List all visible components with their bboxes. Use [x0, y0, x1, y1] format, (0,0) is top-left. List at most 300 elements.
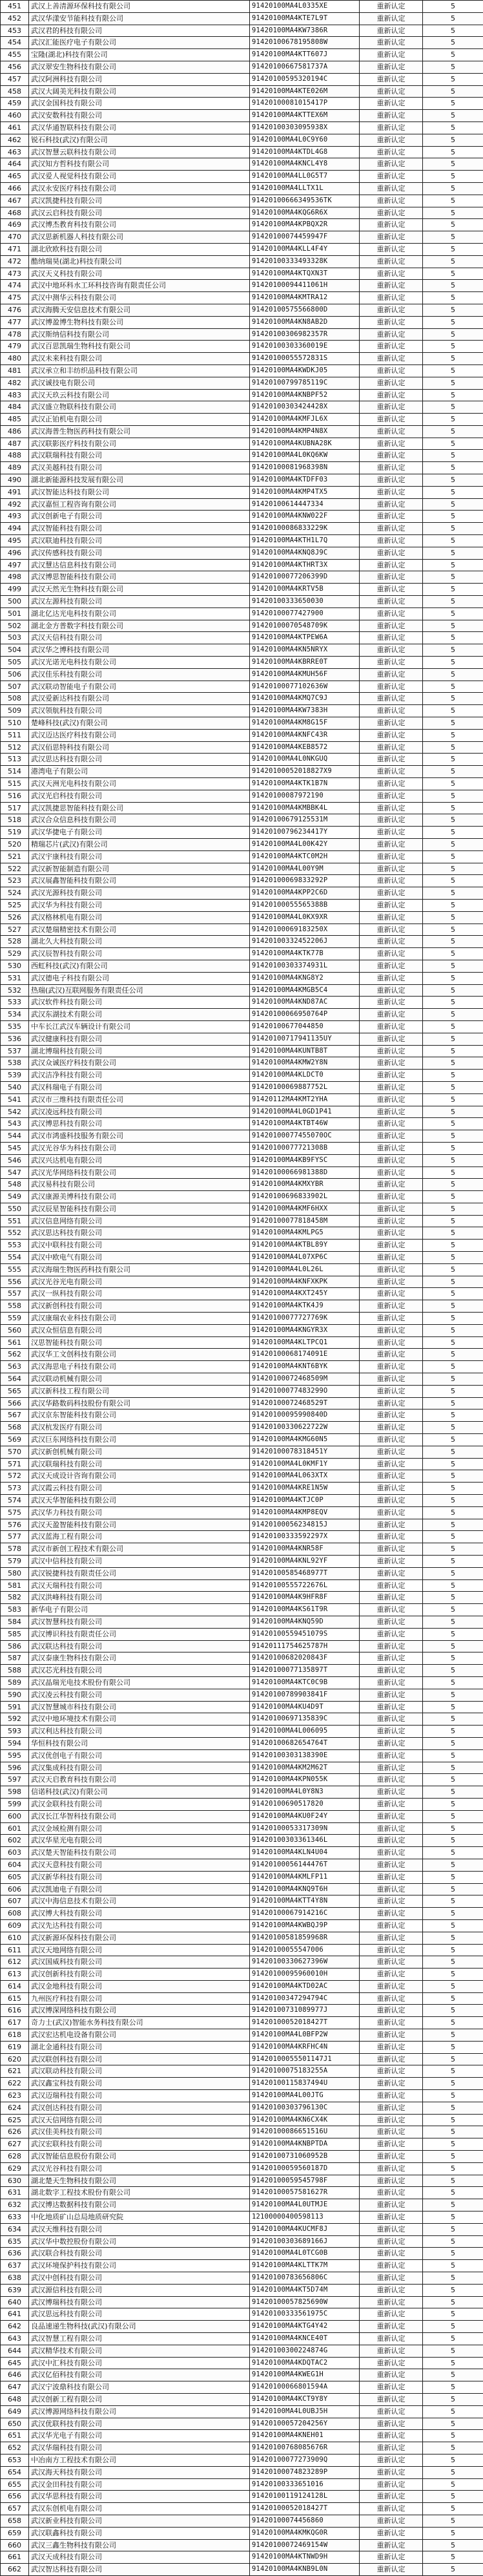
level-cell: 5 — [423, 1081, 483, 1093]
row-number-cell: 648 — [1, 2393, 29, 2405]
company-name-cell: 武汉天成设计咨询有限公司 — [29, 1470, 250, 1483]
credit-code-cell: 91420100MA4KMFJL6X — [250, 414, 360, 426]
credit-code-cell: 91420100MA4KMG60N5 — [250, 1434, 360, 1446]
cert-type-cell: 重新认定 — [360, 292, 423, 304]
company-name-cell: 武汉宁波鼎科技有限公司 — [29, 2381, 250, 2394]
table-row — [1, 1385, 483, 1397]
row-number-cell: 558 — [1, 1300, 29, 1313]
credit-code-cell: 91420100MA4KTD02AC — [250, 1980, 360, 1992]
credit-code-cell: 91420100MA4L0BFP2W — [250, 2029, 360, 2042]
credit-code-cell: 91420100MA4KTK4J9 — [250, 1300, 360, 1313]
company-name-cell: 武汉佰思特科技有限公司 — [29, 741, 250, 754]
company-name-cell: 武汉天信网络有限公司 — [29, 2114, 250, 2126]
level-cell: 5 — [423, 972, 483, 984]
company-name-cell: 武汉信息网络有限公司 — [29, 1215, 250, 1227]
level-cell: 5 — [423, 2515, 483, 2527]
company-name-cell: 武汉先达科技有限公司 — [29, 1919, 250, 1932]
credit-code-cell: 91420100MA4KUCMF8J — [250, 2223, 360, 2235]
row-number-cell: 535 — [1, 1020, 29, 1033]
cert-type-cell: 重新认定 — [360, 1556, 423, 1568]
level-cell: 5 — [423, 1434, 483, 1446]
cert-type-cell: 重新认定 — [360, 1252, 423, 1264]
company-name-cell: 武汉泰康生物科技有限公司 — [29, 1652, 250, 1665]
level-cell: 5 — [423, 171, 483, 183]
table-row — [1, 1361, 483, 1373]
company-name-cell: 武汉华通智联科技有限公司 — [29, 121, 250, 134]
level-cell: 5 — [423, 1397, 483, 1409]
table-row — [1, 1288, 483, 1300]
level-cell: 5 — [423, 316, 483, 328]
company-name-cell: 武汉天意科技有限公司 — [29, 1859, 250, 1871]
row-number-cell: 598 — [1, 1786, 29, 1799]
level-cell: 5 — [423, 1118, 483, 1130]
level-cell: 5 — [423, 899, 483, 911]
table-row — [1, 1592, 483, 1604]
credit-code-cell: 91420100MA4KNQ9T6H — [250, 1883, 360, 1895]
level-cell: 5 — [423, 1883, 483, 1895]
cert-type-cell: 重新认定 — [360, 2491, 423, 2503]
company-name-cell: 武汉光谷科技有限公司 — [29, 2162, 250, 2175]
company-name-cell: 武汉中海信息技术有限公司 — [29, 1895, 250, 1908]
table-row — [1, 2527, 483, 2539]
level-cell: 5 — [423, 1093, 483, 1106]
table-row — [1, 729, 483, 741]
cert-type-cell: 重新认定 — [360, 2503, 423, 2515]
row-number-cell: 621 — [1, 2065, 29, 2078]
credit-code-cell: 91420100MA4KLDCT0 — [250, 1070, 360, 1082]
table-row — [1, 887, 483, 900]
cert-type-cell: 重新认定 — [360, 1579, 423, 1592]
cert-type-cell: 重新认定 — [360, 2564, 423, 2576]
cert-type-cell: 重新认定 — [360, 729, 423, 741]
company-name-cell: 武汉智慧科技有限公司 — [29, 1616, 250, 1628]
row-number-cell: 503 — [1, 632, 29, 644]
row-number-cell: 455 — [1, 49, 29, 61]
row-number-cell: 529 — [1, 948, 29, 960]
row-number-cell: 496 — [1, 547, 29, 559]
cert-type-cell: 重新认定 — [360, 1336, 423, 1349]
table-row — [1, 1434, 483, 1446]
level-cell: 5 — [423, 2357, 483, 2369]
company-name-cell: 武汉展鑫智能科技有限公司 — [29, 875, 250, 887]
credit-code-cell: 91420100MA4KNCL4Y8 — [250, 158, 360, 171]
level-cell: 5 — [423, 2187, 483, 2199]
row-number-cell: 507 — [1, 681, 29, 693]
credit-code-cell: 91420100086833229K — [250, 523, 360, 535]
credit-code-cell: 91420100731089977J — [250, 2005, 360, 2017]
cert-type-cell: 重新认定 — [360, 997, 423, 1009]
row-number-cell: 623 — [1, 2090, 29, 2102]
table-row — [1, 1652, 483, 1665]
level-cell: 5 — [423, 1263, 483, 1276]
row-number-cell: 465 — [1, 171, 29, 183]
row-number-cell: 625 — [1, 2114, 29, 2126]
row-number-cell: 563 — [1, 1361, 29, 1373]
credit-code-cell: 91420100MA4KWEG1H — [250, 2369, 360, 2381]
cert-type-cell: 重新认定 — [360, 2296, 423, 2308]
company-name-cell: 武汉中创科技有限公司 — [29, 2272, 250, 2285]
table-row — [1, 1313, 483, 1325]
company-name-cell: 武汉新创科技有限公司 — [29, 1300, 250, 1313]
table-row — [1, 219, 483, 231]
company-name-cell: 武汉翠安生物科技有限公司 — [29, 61, 250, 73]
credit-code-cell: 91420100MA4KU4D9T — [250, 1701, 360, 1713]
cert-type-cell: 重新认定 — [360, 25, 423, 37]
level-cell: 5 — [423, 1689, 483, 1701]
company-name-cell: 武汉洁净科技有限公司 — [29, 1070, 250, 1082]
row-number-cell: 606 — [1, 1883, 29, 1895]
table-row — [1, 1057, 483, 1070]
level-cell: 5 — [423, 2369, 483, 2381]
cert-type-cell: 重新认定 — [360, 1142, 423, 1154]
table-row — [1, 2078, 483, 2090]
company-name-cell: 宝隆(湖北)科技有限公司 — [29, 49, 250, 61]
cert-type-cell: 重新认定 — [360, 632, 423, 644]
credit-code-cell: 91420100MA4KPN055K — [250, 1774, 360, 1786]
company-name-cell: 武汉海瑞生物医药科技有限公司 — [29, 1263, 250, 1276]
table-row — [1, 827, 483, 839]
row-number-cell: 468 — [1, 207, 29, 219]
cert-type-cell: 重新认定 — [360, 73, 423, 85]
row-number-cell: 502 — [1, 620, 29, 632]
cert-type-cell: 重新认定 — [360, 766, 423, 778]
credit-code-cell: 91420100MA4L0NKGUQ — [250, 754, 360, 766]
table-row — [1, 2175, 483, 2187]
row-number-cell: 516 — [1, 790, 29, 802]
level-cell: 5 — [423, 766, 483, 778]
cert-type-cell: 重新认定 — [360, 1045, 423, 1057]
row-number-cell: 460 — [1, 110, 29, 122]
level-cell: 5 — [423, 1640, 483, 1652]
credit-code-cell: 91420100MA4L00K42Y — [250, 838, 360, 850]
level-cell: 5 — [423, 1033, 483, 1045]
credit-code-cell: 91420100303374931L — [250, 960, 360, 972]
level-cell: 5 — [423, 2345, 483, 2357]
cert-type-cell: 重新认定 — [360, 498, 423, 511]
cert-type-cell: 重新认定 — [360, 2114, 423, 2126]
cert-type-cell: 重新认定 — [360, 911, 423, 924]
company-name-cell: 武汉健康科技有限公司 — [29, 1033, 250, 1045]
cert-type-cell: 重新认定 — [360, 1980, 423, 1992]
table-row — [1, 12, 483, 25]
level-cell: 5 — [423, 681, 483, 693]
cert-type-cell: 重新认定 — [360, 2248, 423, 2260]
credit-code-cell: 91420100MA4KNL92YF — [250, 1556, 360, 1568]
company-name-cell: 九州医疗科技有限公司 — [29, 1992, 250, 2005]
company-name-cell: 武汉金地科技有限公司 — [29, 1980, 250, 1992]
table-row — [1, 1822, 483, 1835]
level-cell: 5 — [423, 2491, 483, 2503]
credit-code-cell: 91420100MA4KMUH56F — [250, 668, 360, 681]
row-number-cell: 632 — [1, 2199, 29, 2212]
table-row — [1, 632, 483, 644]
credit-code-cell: 91420100MA4KT5D74M — [250, 2284, 360, 2296]
level-cell: 5 — [423, 1009, 483, 1021]
level-cell: 5 — [423, 401, 483, 414]
row-number-cell: 511 — [1, 729, 29, 741]
table-row — [1, 2430, 483, 2442]
company-name-cell: 武汉博瑞科技有限公司 — [29, 2296, 250, 2308]
cert-type-cell: 重新认定 — [360, 2138, 423, 2151]
level-cell: 5 — [423, 1519, 483, 1531]
row-number-cell: 482 — [1, 377, 29, 389]
row-number-cell: 584 — [1, 1616, 29, 1628]
cert-type-cell: 重新认定 — [360, 414, 423, 426]
row-number-cell: 560 — [1, 1324, 29, 1336]
company-name-cell: 武汉联合科技有限公司 — [29, 2248, 250, 2260]
company-name-cell: 武汉洪峰科技有限公司 — [29, 1592, 250, 1604]
row-number-cell: 461 — [1, 121, 29, 134]
company-name-cell: 武汉盛立物联科技有限公司 — [29, 401, 250, 414]
credit-code-cell: 91420100MA4KTDFF03 — [250, 474, 360, 487]
credit-code-cell: 91420100069887752L — [250, 1081, 360, 1093]
company-name-cell: 武汉天成科技有限公司 — [29, 2551, 250, 2564]
table-row — [1, 316, 483, 328]
table-row — [1, 1397, 483, 1409]
cert-type-cell: 重新认定 — [360, 2029, 423, 2042]
row-number-cell: 622 — [1, 2078, 29, 2090]
table-row — [1, 1701, 483, 1713]
credit-code-cell: 91420100066981388D — [250, 1167, 360, 1179]
table-row — [1, 1556, 483, 1568]
row-number-cell: 571 — [1, 1458, 29, 1470]
table-row — [1, 1495, 483, 1507]
table-row — [1, 863, 483, 875]
company-name-cell: 武汉源信科技有限公司 — [29, 2284, 250, 2296]
row-number-cell: 580 — [1, 1567, 29, 1579]
row-number-cell: 457 — [1, 73, 29, 85]
table-row — [1, 2478, 483, 2491]
row-number-cell: 661 — [1, 2551, 29, 2564]
company-name-cell: 武汉海天科技有限公司 — [29, 2466, 250, 2478]
company-name-cell: 武汉东湖技术有限公司 — [29, 1009, 250, 1021]
company-name-cell: 武汉思远科技有限公司 — [29, 2308, 250, 2321]
credit-code-cell: 91420100MA4KNR58F — [250, 1543, 360, 1556]
company-name-cell: 武汉华之博科技有限公司 — [29, 644, 250, 657]
level-cell: 5 — [423, 1567, 483, 1579]
company-name-cell: 武汉联动科技有限公司 — [29, 2065, 250, 2078]
table-row — [1, 121, 483, 134]
level-cell: 5 — [423, 960, 483, 972]
row-number-cell: 643 — [1, 2333, 29, 2345]
row-number-cell: 505 — [1, 657, 29, 669]
table-row — [1, 1774, 483, 1786]
level-cell: 5 — [423, 1191, 483, 1203]
company-name-cell: 武汉爱人视觉科技有限公司 — [29, 171, 250, 183]
row-number-cell: 472 — [1, 255, 29, 268]
row-number-cell: 652 — [1, 2442, 29, 2455]
row-number-cell: 548 — [1, 1179, 29, 1191]
cert-type-cell: 重新认定 — [360, 1726, 423, 1738]
table-row — [1, 25, 483, 37]
company-name-cell: 武汉博识科技有限责任公司 — [29, 1628, 250, 1640]
company-name-cell: 汉思智能科技有限公司 — [29, 1336, 250, 1349]
row-number-cell: 473 — [1, 268, 29, 280]
row-number-cell: 631 — [1, 2187, 29, 2199]
table-row — [1, 571, 483, 584]
table-row — [1, 668, 483, 681]
cert-type-cell: 重新认定 — [360, 2041, 423, 2053]
table-row — [1, 61, 483, 73]
row-number-cell: 515 — [1, 778, 29, 790]
table-row — [1, 766, 483, 778]
cert-type-cell: 重新认定 — [360, 584, 423, 596]
level-cell: 5 — [423, 414, 483, 426]
row-number-cell: 574 — [1, 1495, 29, 1507]
table-row — [1, 960, 483, 972]
credit-code-cell: 91420100MA4KND87AC — [250, 997, 360, 1009]
cert-type-cell: 重新认定 — [360, 1009, 423, 1021]
credit-code-cell: 91420100MA4KMLFP11 — [250, 1871, 360, 1883]
cert-type-cell: 重新认定 — [360, 2418, 423, 2430]
table-row — [1, 1567, 483, 1579]
company-name-cell: 武汉中信科技有限公司 — [29, 1556, 250, 1568]
row-number-cell: 540 — [1, 1081, 29, 1093]
table-row — [1, 1749, 483, 1762]
table-row — [1, 936, 483, 948]
company-name-cell: 武汉慧达信息科技有限公司 — [29, 559, 250, 571]
cert-type-cell: 重新认定 — [360, 1713, 423, 1726]
table-row — [1, 1458, 483, 1470]
credit-code-cell: 91420100072469154W — [250, 2539, 360, 2551]
credit-code-cell: 91420100303796130C — [250, 2102, 360, 2114]
cert-type-cell: 重新认定 — [360, 2551, 423, 2564]
level-cell: 5 — [423, 1227, 483, 1240]
company-name-cell: 信诺科技(武汉)有限公司 — [29, 1786, 250, 1799]
cert-type-cell: 重新认定 — [360, 1665, 423, 1677]
cert-type-cell: 重新认定 — [360, 717, 423, 730]
level-cell: 5 — [423, 984, 483, 997]
row-number-cell: 523 — [1, 875, 29, 887]
cert-type-cell: 重新认定 — [360, 1859, 423, 1871]
level-cell: 5 — [423, 850, 483, 863]
level-cell: 5 — [423, 1142, 483, 1154]
cert-type-cell: 重新认定 — [360, 280, 423, 292]
credit-code-cell: 91420100055572831S — [250, 353, 360, 365]
row-number-cell: 499 — [1, 584, 29, 596]
row-number-cell: 607 — [1, 1895, 29, 1908]
table-row — [1, 2539, 483, 2551]
row-number-cell: 477 — [1, 316, 29, 328]
row-number-cell: 532 — [1, 984, 29, 997]
company-name-cell: 武汉新智能制造有限公司 — [29, 863, 250, 875]
company-name-cell: 武汉承立和丰纺织品科技有限公司 — [29, 364, 250, 377]
table-row — [1, 2466, 483, 2478]
credit-code-cell: 91420100068174091E — [250, 1349, 360, 1361]
cert-type-cell: 重新认定 — [360, 1070, 423, 1082]
cert-type-cell: 重新认定 — [360, 1567, 423, 1579]
cert-type-cell: 重新认定 — [360, 1883, 423, 1895]
table-row — [1, 498, 483, 511]
level-cell: 5 — [423, 1980, 483, 1992]
level-cell: 5 — [423, 1409, 483, 1422]
level-cell: 5 — [423, 1579, 483, 1592]
cert-type-cell: 重新认定 — [360, 924, 423, 936]
row-number-cell: 530 — [1, 960, 29, 972]
row-number-cell: 510 — [1, 717, 29, 730]
row-number-cell: 554 — [1, 1252, 29, 1264]
cert-type-cell: 重新认定 — [360, 158, 423, 171]
cert-type-cell: 重新认定 — [360, 1215, 423, 1227]
level-cell: 5 — [423, 997, 483, 1009]
level-cell: 5 — [423, 2029, 483, 2042]
level-cell: 5 — [423, 2053, 483, 2065]
table-row — [1, 717, 483, 730]
row-number-cell: 602 — [1, 1835, 29, 1847]
row-number-cell: 642 — [1, 2321, 29, 2333]
cert-type-cell: 重新认定 — [360, 219, 423, 231]
credit-code-cell: 91420100MA4KTC0M2H — [250, 850, 360, 863]
cert-type-cell: 重新认定 — [360, 2321, 423, 2333]
table-row — [1, 2442, 483, 2455]
company-name-cell: 武汉楚瑞精密技术有限公司 — [29, 924, 250, 936]
cert-type-cell: 重新认定 — [360, 1093, 423, 1106]
table-row — [1, 1737, 483, 1749]
row-number-cell: 583 — [1, 1604, 29, 1616]
cert-type-cell: 重新认定 — [360, 1397, 423, 1409]
table-row — [1, 231, 483, 244]
level-cell: 5 — [423, 1726, 483, 1738]
row-number-cell: 492 — [1, 498, 29, 511]
company-name-cell: 武汉光源科技有限公司 — [29, 887, 250, 900]
level-cell: 5 — [423, 292, 483, 304]
credit-code-cell: 91420100682654764T — [250, 1737, 360, 1749]
table-row — [1, 1956, 483, 1969]
row-number-cell: 456 — [1, 61, 29, 73]
credit-code-cell: 91420100MA4KTT607J — [250, 49, 360, 61]
credit-code-cell: 91420100MA4KNW022F — [250, 511, 360, 523]
cert-type-cell: 重新认定 — [360, 1324, 423, 1336]
table-row — [1, 1373, 483, 1386]
cert-type-cell: 重新认定 — [360, 486, 423, 498]
level-cell: 5 — [423, 425, 483, 438]
credit-code-cell: 91420100MA4KNBPF52 — [250, 389, 360, 401]
level-cell: 5 — [423, 2212, 483, 2224]
credit-code-cell: 91420100077427900 — [250, 607, 360, 620]
company-name-cell: 湖北久大科技有限公司 — [29, 936, 250, 948]
cert-type-cell: 重新认定 — [360, 1592, 423, 1604]
cert-type-cell: 重新认定 — [360, 2442, 423, 2455]
company-name-cell: 武汉中测华云科技有限公司 — [29, 292, 250, 304]
level-cell: 5 — [423, 2308, 483, 2321]
company-name-cell: 武汉光谷光电有限公司 — [29, 1276, 250, 1288]
company-name-cell: 武汉领航科技有限公司 — [29, 705, 250, 717]
credit-code-cell: 91420100056234815J — [250, 1519, 360, 1531]
level-cell: 5 — [423, 2065, 483, 2078]
row-number-cell: 662 — [1, 2564, 29, 2576]
level-cell: 5 — [423, 195, 483, 207]
cert-type-cell: 重新认定 — [360, 134, 423, 146]
cert-type-cell: 重新认定 — [360, 838, 423, 850]
level-cell: 5 — [423, 1774, 483, 1786]
level-cell: 5 — [423, 1483, 483, 1495]
table-row — [1, 899, 483, 911]
level-cell: 5 — [423, 1106, 483, 1118]
credit-code-cell: 91420100MA4KTPEW6A — [250, 632, 360, 644]
row-number-cell: 494 — [1, 523, 29, 535]
credit-code-cell: 91420100MA4KMKQG0R — [250, 2527, 360, 2539]
level-cell: 5 — [423, 596, 483, 608]
company-name-cell: 新华电子有限公司 — [29, 1604, 250, 1616]
level-cell: 5 — [423, 2539, 483, 2551]
credit-code-cell: 91420100MA4KB9FYSC — [250, 1154, 360, 1167]
row-number-cell: 527 — [1, 924, 29, 936]
cert-type-cell: 重新认定 — [360, 328, 423, 341]
row-number-cell: 493 — [1, 511, 29, 523]
company-name-cell: 武汉海思电子科技有限公司 — [29, 1361, 250, 1373]
table-row — [1, 535, 483, 547]
row-number-cell: 521 — [1, 850, 29, 863]
